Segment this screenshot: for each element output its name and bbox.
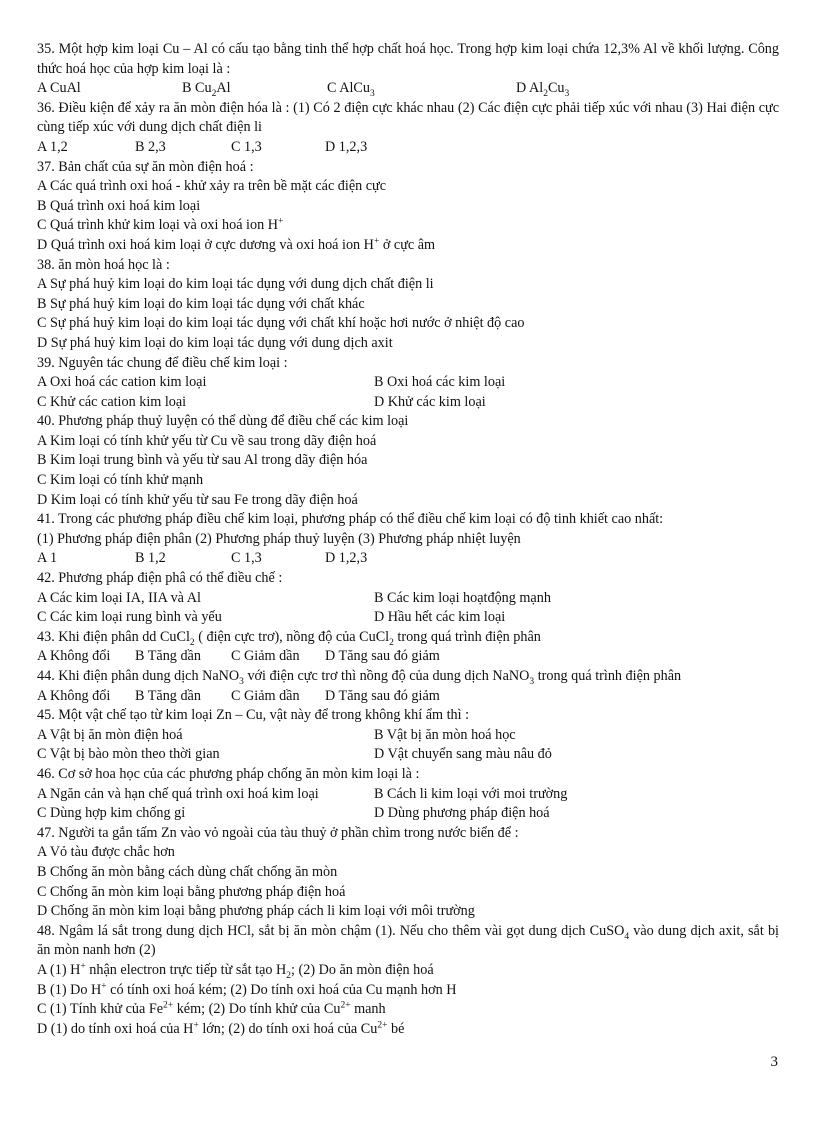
option-c: C Vật bị bào mòn theo thời gian <box>37 746 220 763</box>
option-d: D Hầu hết các kim loại <box>374 609 506 626</box>
option-b: B Sự phá huỷ kim loại do kim loại tác dụng với chất khác <box>37 295 365 312</box>
option-d: D (1) do tính oxi hoá của H+ lớn; (2) do tính oxi hoá của $Cu^{2+}$ bé <box>37 1019 405 1037</box>
question-43-options <box>37 647 779 667</box>
question-42-options-row1 <box>37 589 779 609</box>
question-43-stem: 43. Khi điện phân dd CuCl$_2$ ( điện cực trơ), nồng độ của CuCl$_2$ trong quá trình điện phân <box>37 628 541 648</box>
option-b: B Tăng dần <box>135 648 201 665</box>
option-c: C Giảm dần <box>231 687 300 704</box>
option-b: B $Cu_2Al$ <box>182 80 231 100</box>
option-c: C Dùng hợp kim chống gỉ <box>37 805 186 822</box>
question-48-stem: 48. Ngâm lá sắt trong dung dịch HCl, sắt bị ăn mòn chậm (1). Nếu cho thêm vài gọt dung dịch CuSO$_4$ vào dung dịch axit, sắt bị ăn mòn nanh hơn (2) <box>37 922 779 959</box>
option-d: D Sự phá huỷ kim loại do kim loại tác dụng với dung dịch axit <box>37 334 393 351</box>
question-39-stem: 39. Nguyên tác chung để điều chế kim loại : <box>37 354 288 371</box>
option-a: A Không đổi <box>37 687 111 704</box>
option-c: C Sự phá huỷ kim loại do kim loại tác dụng với chất khí hoặc hơi nước ở nhiệt độ cao <box>37 315 525 332</box>
option-a: A Sự phá huỷ kim loại do kim loại tác dụng với dung dịch chất điện li <box>37 276 434 293</box>
option-b: B Cách li kim loại với moi trường <box>374 785 568 802</box>
option-d: D $Al_2Cu_3$ <box>516 80 570 100</box>
option-a: A CuAl <box>37 80 81 97</box>
option-a: A (1) H+ nhận electron trực tiếp từ sắt tạo $H_2$; (2) Do ăn mòn điện hoá <box>37 961 434 981</box>
option-c: C Các kim loại rung bình và yếu <box>37 609 222 626</box>
option-c: C Giảm dần <box>231 648 300 665</box>
option-a: A Không đổi <box>37 648 111 665</box>
option-b: B Vật bị ăn mòn hoá học <box>374 726 516 743</box>
question-46-stem: 46. Cơ sở hoa học của các phương pháp chống ăn mòn kim loại là : <box>37 765 420 782</box>
option-c: C Kim loại có tính khử mạnh <box>37 472 204 489</box>
option-d: D Quá trình oxi hoá kim loại ở cực dương và oxi hoá ion H+ ở cực âm <box>37 236 436 253</box>
option-d: D Tăng sau đó giảm <box>325 648 440 665</box>
question-45-stem: 45. Một vật chế tạo từ kim loại Zn – Cu, vật này để trong không khí ẩm thì : <box>37 707 470 724</box>
option-a: A Kim loại có tính khử yếu từ Cu về sau trong dãy điện hoá <box>37 432 377 449</box>
question-41-options <box>37 549 779 569</box>
question-36-options <box>37 138 779 158</box>
option-b: B Kim loại trung bình và yếu từ sau Al trong dãy điện hóa <box>37 452 368 469</box>
option-c: C (1) Tính khử của $Fe^{2+}$ kém; (2) Do tính khử của $Cu^{2+}$ manh <box>37 1000 386 1018</box>
option-a: A Các kim loại IA, IIA và Al <box>37 589 201 606</box>
option-b: B 1,2 <box>135 550 166 567</box>
page-number: 3 <box>770 1054 778 1070</box>
option-a: A Vật bị ăn mòn điện hoá <box>37 726 183 743</box>
option-c: C AlCu$_3$ <box>327 80 375 100</box>
question-36-stem: 36. Điều kiện để xảy ra ăn mòn điện hóa là : (1) Có 2 điện cực khác nhau (2) Các điện cực phải tiếp xúc với nhau (3) Hai điện cực cùng tiếp xúc với dung dịch chất điện li <box>37 99 779 136</box>
question-45-options-row1 <box>37 726 779 746</box>
option-b: B Các kim loại hoạtđộng mạnh <box>374 589 551 606</box>
option-a: A Vỏ tàu được chắc hơn <box>37 844 175 861</box>
question-39-options-row1 <box>37 373 779 393</box>
option-c: C Chống ăn mòn kim loại bằng phương pháp điện hoá <box>37 883 346 900</box>
question-46-options-row1 <box>37 785 779 805</box>
option-b: B 2,3 <box>135 138 166 155</box>
question-46-options-row2 <box>37 804 779 824</box>
question-40-stem: 40. Phương pháp thuỷ luyện có thể dùng để điều chế các kim loại <box>37 413 409 430</box>
option-c: C Quá trình khử kim loại và oxi hoá ion H+ <box>37 216 284 234</box>
option-d: D 1,2,3 <box>325 138 368 155</box>
option-c: C 1,3 <box>231 138 262 155</box>
option-b: B Chống ăn mòn bằng cách dùng chất chống ăn mòn <box>37 863 338 880</box>
option-d: D Kim loại có tính khử yếu từ sau Fe trong dãy điện hoá <box>37 491 358 508</box>
option-a: A Oxi hoá các cation kim loại <box>37 374 207 391</box>
question-45-options-row2 <box>37 745 779 765</box>
question-35-options <box>37 79 779 99</box>
option-a: A 1 <box>37 550 58 567</box>
option-c: C 1,3 <box>231 550 262 567</box>
question-37-stem: 37. Bản chất của sự ăn mòn điện hoá : <box>37 158 254 175</box>
question-38-stem: 38. ăn mòn hoá học là : <box>37 256 170 273</box>
question-41-methods: (1) Phương pháp điện phân (2) Phương pháp thuỷ luyện (3) Phương pháp nhiệt luyện <box>37 530 521 547</box>
question-39-options-row2 <box>37 393 779 413</box>
option-b: B Quá trình oxi hoá kim loại <box>37 197 201 214</box>
option-b: B Tăng dần <box>135 687 201 704</box>
option-d: D Dùng phương pháp điện hoá <box>374 805 550 822</box>
option-d: D 1,2,3 <box>325 550 368 567</box>
question-35-stem: 35. Một hợp kim loại Cu – Al có cấu tạo bằng tinh thể hợp chất hoá học. Trong hợp kim loại chứa 12,3% Al về khối lượng. Công thức hoá học của hợp kim loại là : <box>37 41 779 77</box>
option-b: B Oxi hoá các kim loại <box>374 374 506 391</box>
option-d: D Chống ăn mòn kim loại bằng phương pháp cách li kim loại với môi trường <box>37 903 475 920</box>
question-47-stem: 47. Người ta gắn tấm Zn vào vỏ ngoài của tàu thuỷ ở phần chìm trong nước biển để : <box>37 824 519 841</box>
question-44-stem: 44. Khi điện phân dung dịch NaNO$_3$ với điện cực trơ thì nồng độ của dung dịch NaNO$_3$ trong quá trình điện phân <box>37 668 682 687</box>
option-d: D Khử các kim loại <box>374 393 486 410</box>
question-42-stem: 42. Phương pháp điện phâ có thể điều chế : <box>37 570 283 587</box>
option-c: C Khử các cation kim loại <box>37 393 187 410</box>
option-d: D Tăng sau đó giảm <box>325 687 440 704</box>
question-41-stem: 41. Trong các phương pháp điều chế kim loại, phương pháp có thể điều chế kim loại có độ tinh khiết cao nhất: <box>37 511 664 528</box>
document-page <box>37 40 779 1039</box>
option-b: B (1) Do H+ có tính oxi hoá kém; (2) Do tính oxi hoá của Cu mạnh hơn H <box>37 980 457 998</box>
question-44-options <box>37 687 779 707</box>
option-a: A Các quá trình oxi hoá - khử xảy ra trên bề mặt các điện cực <box>37 178 387 195</box>
option-a: A 1,2 <box>37 138 68 155</box>
question-42-options-row2 <box>37 608 779 628</box>
option-d: D Vật chuyển sang màu nâu đỏ <box>374 746 552 763</box>
option-a: A Ngăn cản và hạn chế quá trình oxi hoá kim loại <box>37 785 319 802</box>
